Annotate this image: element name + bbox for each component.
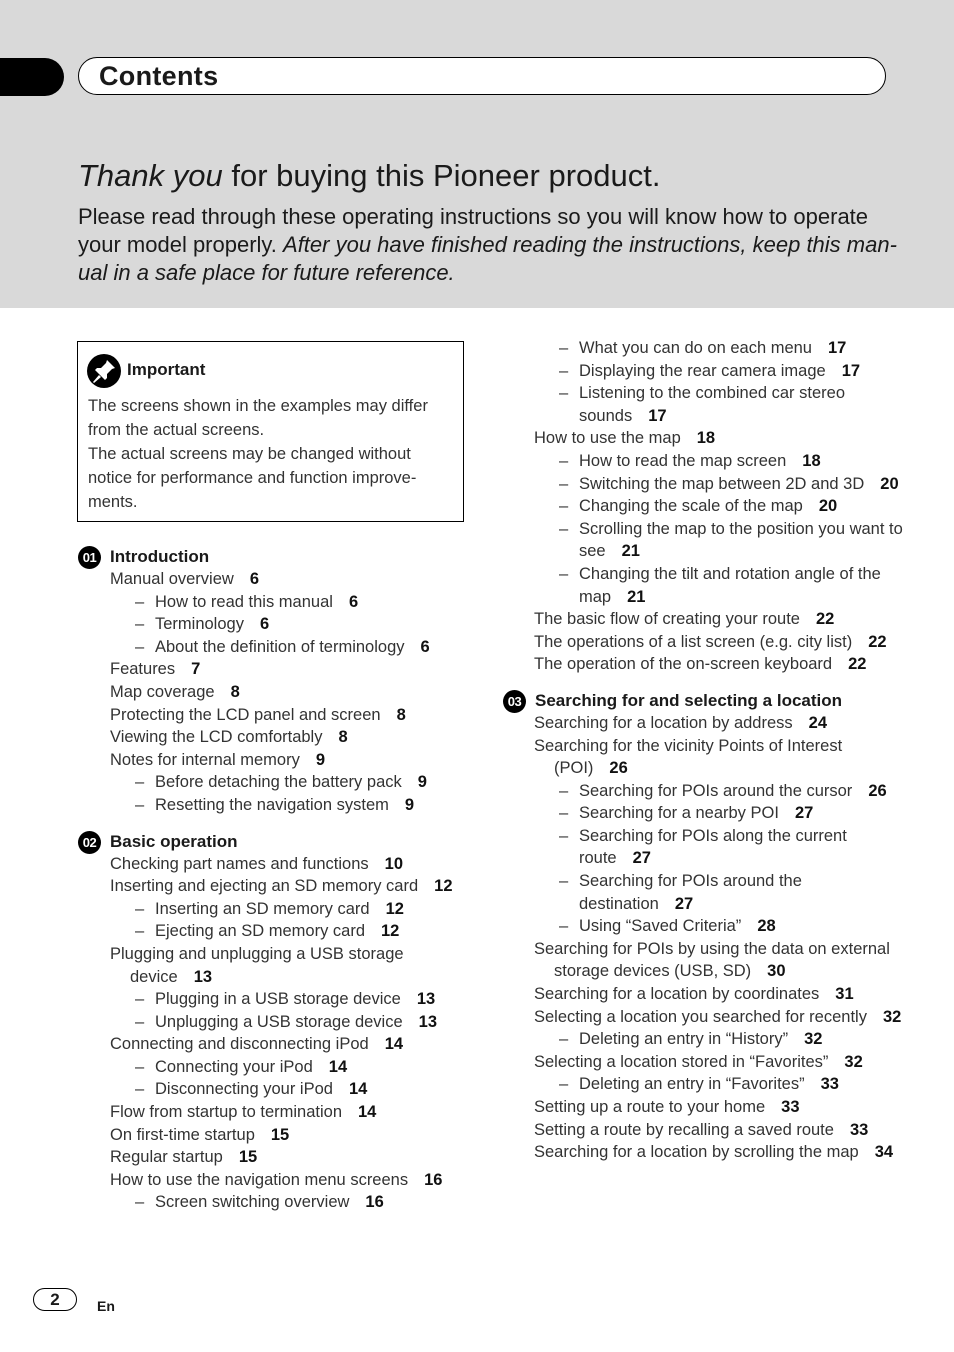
toc-entry (503, 382, 913, 427)
toc-entry-text: The basic flow of creating your route (534, 610, 800, 629)
toc-section-heading (78, 545, 468, 568)
toc-entry-text: Inserting and ejecting an SD memory card (110, 877, 419, 896)
toc-entry (503, 337, 913, 360)
toc-page-number: 26 (868, 781, 887, 800)
toc-entry-text: Selecting a location you searched for recently (534, 1007, 867, 1026)
toc-page-number: 6 (420, 637, 430, 656)
toc-page-number: 14 (348, 1080, 368, 1099)
section-gap (78, 817, 468, 830)
toc-dash: – (559, 361, 569, 380)
toc-entry (503, 450, 913, 473)
toc-dash: – (135, 1012, 145, 1031)
toc-entry (503, 360, 913, 383)
toc-page-number: 9 (315, 750, 326, 769)
toc-entry (78, 1078, 468, 1101)
toc-entry-text: Connecting your iPod (155, 1057, 313, 1076)
toc-entry-text: Setting a route by recalling a saved route (534, 1120, 834, 1139)
important-pin-icon (87, 354, 121, 388)
toc-entry (78, 1124, 468, 1147)
toc-entry-text: Displaying the rear camera image (579, 361, 826, 380)
toc-page-number: 20 (880, 474, 899, 493)
toc-dash: – (559, 872, 569, 891)
toc-page-number: 6 (348, 592, 359, 611)
toc-dash: – (135, 1193, 145, 1212)
page-number: 2 (33, 1288, 77, 1311)
thanks-italic: Thank you (78, 158, 223, 193)
toc-entry-text: Terminology (155, 615, 244, 634)
toc-entry-text: Ejecting an SD memory card (155, 922, 365, 941)
toc-entry (78, 658, 468, 681)
toc-entry-text: How to use the navigation menu screens (110, 1170, 409, 1189)
toc-page-number: 27 (632, 849, 651, 868)
toc-entry-text: Searching for a location by address (534, 713, 793, 732)
toc-page-number: 14 (384, 1035, 404, 1054)
toc-entry (78, 1169, 468, 1192)
intro-paragraph (78, 203, 898, 287)
section-title: Introduction (110, 547, 210, 566)
toc-dash: – (559, 804, 569, 823)
important-title: Important (127, 360, 206, 379)
toc-entry (503, 1119, 913, 1142)
toc-entry-text: Changing the tilt and rotation angle of the map (579, 564, 881, 606)
toc-entry (78, 1056, 468, 1079)
toc-section-heading (78, 830, 468, 853)
toc-entry-text: How to read this manual (155, 592, 333, 611)
toc-entry-text: Resetting the navigation system (155, 795, 389, 814)
toc-entry-text: Changing the scale of the map (579, 497, 803, 516)
toc-entry-text: Selecting a location stored in “Favorites” (534, 1052, 829, 1071)
toc-entry (78, 726, 468, 749)
toc-entry (503, 518, 913, 563)
page-title: Contents (99, 61, 219, 91)
important-text (88, 394, 456, 514)
toc-entry-text: Manual overview (110, 570, 234, 588)
intro-regular: Please read through these operating instructions so you will know how to operate your model properly. (78, 204, 869, 257)
toc-entry-text: How to use the map (534, 429, 681, 448)
section-number-badge: 02 (78, 831, 101, 854)
toc-dash: – (135, 1080, 145, 1099)
toc-dash: – (135, 592, 145, 611)
toc-page-number: 16 (424, 1170, 443, 1189)
toc-entry-text: Searching for POIs around the destination (579, 872, 802, 913)
toc-entry-text: Unplugging a USB storage device (155, 1012, 403, 1031)
toc-entry (78, 1033, 468, 1056)
toc-dash: – (559, 451, 569, 470)
toc-entry (78, 1191, 468, 1214)
toc-entry (503, 1028, 913, 1051)
toc-page-number: 32 (804, 1030, 823, 1049)
toc-dash: – (135, 615, 145, 634)
toc-entry (503, 938, 913, 983)
toc-entry (78, 875, 468, 898)
toc-right-column (503, 337, 913, 1164)
toc-entry-text: Protecting the LCD panel and screen (110, 705, 381, 724)
toc-page-number: 16 (365, 1193, 384, 1212)
toc-dash: – (135, 795, 145, 814)
intro-italic: After you have finished reading the instructions, keep this man-ual in a safe place for future reference. (78, 232, 897, 285)
toc-dash: – (135, 637, 145, 656)
toc-dash: – (559, 826, 569, 845)
toc-page-number: 20 (818, 497, 838, 516)
toc-entry (78, 636, 468, 659)
thanks-rest: for buying this Pioneer product. (222, 158, 661, 193)
toc-entry-text: How to read the map screen (579, 451, 787, 470)
toc-page-number: 14 (328, 1057, 348, 1076)
toc-page-number: 12 (381, 922, 400, 941)
toc-page-number: 26 (609, 759, 628, 778)
toc-entry (503, 983, 913, 1006)
toc-dash: – (559, 339, 569, 357)
toc-entry-text: Searching for POIs by using the data on external storage devices (USB, SD) (534, 939, 890, 981)
toc-entry-text: Features (110, 660, 176, 679)
toc-entry (503, 427, 913, 450)
toc-entry-text: Deleting an entry in “History” (579, 1030, 789, 1049)
toc-page-number: 22 (815, 610, 835, 629)
language-label: En (97, 1298, 115, 1314)
toc-entry-text: Viewing the LCD comfortably (110, 728, 323, 747)
toc-entry (503, 825, 913, 870)
toc-left-column (78, 545, 468, 1214)
toc-entry-text: Map coverage (110, 682, 215, 701)
toc-entry (503, 735, 913, 780)
toc-entry (503, 1096, 913, 1119)
toc-entry-text: Setting up a route to your home (534, 1098, 766, 1116)
toc-entry-text: Connecting and disconnecting iPod (110, 1035, 369, 1054)
toc-page-number: 33 (820, 1075, 839, 1094)
toc-entry-text: Searching for a location by coordinates (534, 985, 820, 1004)
toc-entry-text: What you can do on each menu (579, 339, 812, 357)
chapter-tab (0, 58, 64, 96)
toc-page-number: 27 (794, 804, 814, 823)
toc-entry (78, 749, 468, 772)
toc-entry (503, 780, 913, 803)
toc-page-number: 6 (259, 615, 270, 634)
important-line-1: The screens shown in the examples may differ from the actual screens. (88, 397, 428, 439)
toc-entry-text: The operation of the on-screen keyboard (534, 655, 833, 674)
toc-entry (78, 681, 468, 704)
toc-entry (78, 988, 468, 1011)
toc-page-number: 31 (835, 985, 854, 1004)
toc-entry (78, 898, 468, 921)
toc-entry (503, 870, 913, 915)
toc-entry-text: Screen switching overview (155, 1193, 350, 1212)
toc-dash: – (135, 773, 145, 792)
toc-page-number: 27 (674, 894, 694, 913)
toc-entry (78, 853, 468, 876)
toc-entry (503, 563, 913, 608)
toc-entry (78, 943, 468, 988)
toc-entry-text: Searching for POIs around the cursor (579, 781, 853, 800)
toc-entry (503, 1051, 913, 1074)
section-title: Basic operation (110, 831, 238, 851)
toc-entry-text: Listening to the combined car stereo sounds (579, 384, 845, 425)
toc-page-number: 8 (338, 728, 348, 747)
toc-entry-text: The operations of a list screen (e.g. city list) (534, 632, 853, 651)
toc-entry (78, 613, 468, 636)
toc-entry-text: Scrolling the map to the position you want to see (579, 519, 903, 561)
toc-page-number: 12 (385, 899, 404, 918)
toc-entry-text: Searching for a nearby POI (579, 804, 779, 823)
toc-entry (503, 631, 913, 654)
toc-page-number: 6 (249, 570, 259, 588)
toc-entry (78, 568, 468, 591)
toc-dash: – (559, 781, 569, 800)
toc-page-number: 15 (238, 1148, 258, 1167)
toc-entry-text: Searching for a location by scrolling the map (534, 1143, 859, 1162)
toc-page-number: 9 (404, 795, 415, 814)
toc-dash: – (559, 384, 569, 403)
toc-page-number: 17 (827, 339, 847, 357)
toc-entry-text: Plugging in a USB storage device (155, 990, 401, 1009)
toc-page-number: 34 (874, 1143, 894, 1162)
toc-entry-text: About the definition of terminology (155, 637, 405, 656)
section-title: Searching for and selecting a location (535, 690, 843, 710)
important-line-2: The actual screens may be changed without notice for performance and function improve-ments. (88, 445, 417, 511)
toc-entry-text: On first-time startup (110, 1125, 255, 1144)
toc-dash: – (135, 990, 145, 1009)
toc-entry (78, 704, 468, 727)
toc-entry-text: Deleting an entry in “Favorites” (579, 1075, 805, 1094)
contents-heading (78, 57, 886, 95)
toc-entry (503, 608, 913, 631)
toc-entry (503, 1073, 913, 1096)
toc-entry-text: Switching the map between 2D and 3D (579, 474, 865, 493)
toc-entry (78, 591, 468, 614)
toc-dash: – (559, 917, 569, 936)
toc-dash: – (559, 474, 569, 493)
toc-page-number: 33 (849, 1120, 869, 1139)
toc-page-number: 33 (781, 1098, 800, 1116)
toc-section-heading (503, 689, 913, 712)
toc-page-number: 8 (230, 682, 240, 701)
toc-entry-text: Flow from startup to termination (110, 1103, 342, 1122)
toc-page-number: 22 (868, 632, 887, 651)
toc-page-number: 9 (417, 773, 427, 792)
toc-dash: – (135, 922, 145, 941)
toc-page-number: 17 (648, 406, 667, 425)
section-gap (503, 676, 913, 689)
toc-page-number: 17 (841, 361, 861, 380)
toc-page-number: 12 (434, 877, 453, 896)
toc-entry-text: Notes for internal memory (110, 750, 300, 769)
toc-entry (78, 920, 468, 943)
toc-entry (503, 473, 913, 496)
toc-dash: – (135, 899, 145, 918)
toc-page-number: 21 (621, 542, 640, 561)
toc-entry (78, 1101, 468, 1124)
toc-entry-text: Plugging and unplugging a USB storage device (110, 944, 404, 986)
toc-page-number: 28 (757, 917, 776, 936)
important-notice (77, 341, 464, 522)
thanks-heading (78, 158, 660, 194)
toc-entry (503, 915, 913, 938)
toc-entry (78, 794, 468, 817)
section-number-badge: 03 (503, 690, 526, 713)
toc-entry-text: Disconnecting your iPod (155, 1080, 333, 1099)
toc-page-number: 10 (384, 854, 404, 873)
toc-page-number: 14 (358, 1103, 377, 1122)
section-number-badge: 01 (78, 546, 101, 569)
toc-page-number: 21 (627, 587, 646, 606)
toc-entry (503, 1141, 913, 1164)
toc-page-number: 13 (418, 1012, 438, 1031)
toc-entry (503, 1006, 913, 1029)
toc-entry-text: Searching for the vicinity Points of Interest (POI) (534, 736, 843, 778)
toc-entry-text: Using “Saved Criteria” (579, 917, 742, 936)
toc-page-number: 32 (882, 1007, 902, 1026)
toc-dash: – (559, 519, 569, 538)
toc-page-number: 30 (767, 962, 786, 981)
toc-page-number: 32 (844, 1052, 863, 1071)
toc-entry-text: Checking part names and functions (110, 854, 369, 873)
toc-page-number: 8 (396, 705, 406, 724)
toc-entry-text: Searching for POIs along the current route (579, 826, 847, 868)
toc-entry-text: Before detaching the battery pack (155, 773, 402, 792)
toc-page-number: 15 (270, 1125, 290, 1144)
toc-page-number: 13 (416, 990, 436, 1009)
toc-page-number: 24 (808, 713, 828, 732)
toc-entry (503, 653, 913, 676)
toc-entry (503, 802, 913, 825)
toc-entry-text: Inserting an SD memory card (155, 899, 370, 918)
toc-entry (78, 771, 468, 794)
toc-page-number: 18 (696, 429, 716, 448)
toc-entry (503, 495, 913, 518)
toc-entry (78, 1011, 468, 1034)
toc-entry (78, 1146, 468, 1169)
toc-page-number: 22 (848, 655, 867, 674)
toc-dash: – (135, 1057, 145, 1076)
toc-entry-text: Regular startup (110, 1148, 223, 1167)
toc-dash: – (559, 564, 569, 583)
toc-page-number: 7 (191, 660, 201, 679)
toc-dash: – (559, 497, 569, 516)
toc-dash: – (559, 1075, 569, 1094)
toc-dash: – (559, 1030, 569, 1049)
toc-page-number: 18 (802, 451, 821, 470)
toc-entry (503, 712, 913, 735)
toc-page-number: 13 (193, 967, 213, 986)
